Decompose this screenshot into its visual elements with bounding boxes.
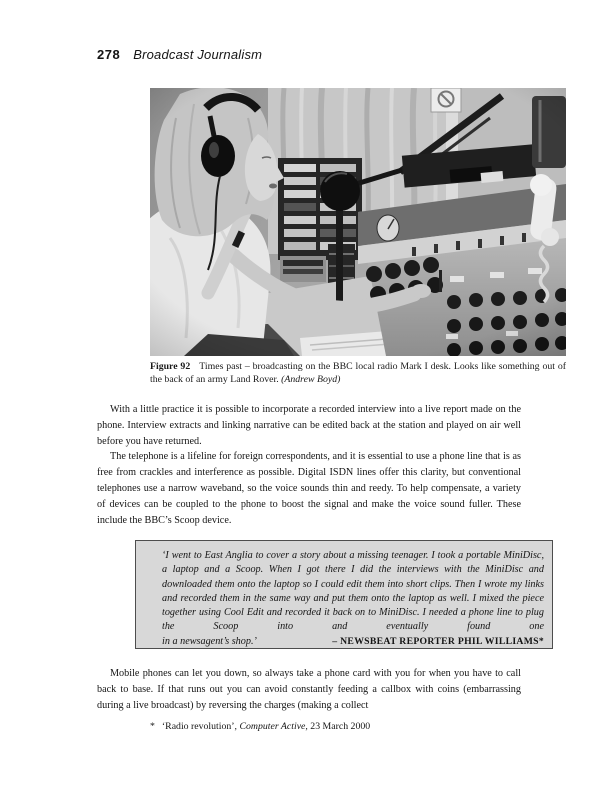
book-title: Broadcast Journalism: [133, 47, 263, 62]
quote-text-end: in a newsagent’s shop.’: [162, 635, 257, 647]
photo-vignette: [150, 88, 566, 356]
footnote-text: ‘Radio revolution’,: [161, 721, 240, 732]
figure-caption: [150, 361, 566, 387]
footnote-date: , 23 March 2000: [305, 721, 371, 732]
footnote-source: Computer Active: [239, 721, 306, 732]
running-header: [97, 47, 262, 62]
page-number: 278: [97, 47, 121, 62]
paragraph: With a little practice it is possible to incorporate a recorded interview into a live report made on the phone. Interview extracts and linking narrative can be edited back at the station and played on air well before you have returned.: [97, 404, 521, 447]
pull-quote-box: [135, 540, 553, 649]
quote-last-line: [162, 635, 544, 649]
quote-text: ‘I went to East Anglia to cover a story about a missing teenager. I took a portable MiniDisc, a laptop and a Scoop. When I got there I did the interviews with the MiniDisc and downloaded them onto the laptop so I could edit them into short clips. Then I wrote my links and recorded them in the same way and put them onto the laptop as well. I mixed the piece together using Cool Edit and recorded it back on to MiniDisc. I needed a phone line to plug the Scoop into and eventually found one: [162, 550, 544, 633]
body-text: [97, 402, 521, 528]
footnote: [150, 721, 521, 734]
paragraph: Mobile phones can let you down, so always take a phone card with you for when you have to call back to base. If that runs out you can avoid constantly feeding a callbox with coins (embarrassing during a live broadcast) by reversing the charges (making a collect: [97, 668, 521, 711]
body-text-continued: [97, 666, 521, 713]
photo-illustration: [150, 88, 566, 356]
footnote-marker: *: [150, 721, 155, 732]
figure-caption-text: Times past – broadcasting on the BBC local radio Mark I desk. Looks like something out of the back of an army Land Rover.: [150, 361, 566, 385]
figure-photo: [150, 88, 566, 356]
figure-credit: (Andrew Boyd): [281, 373, 341, 385]
quote-attribution: – NEWSBEAT REPORTER PHIL WILLIAMS*: [332, 635, 544, 647]
paragraph: The telephone is a lifeline for foreign correspondents, and it is essential to use a phone line that is as free from crackles and interference as possible. Digital ISDN lines offer this clarity, but conventional telephones use a narrow waveband, so the voice sounds thin and reedy. To help compensate, a variety of devices can be coupled to the phone to boost the signal and make the voice sound fuller. These include the BBC’s Scoop device.: [97, 451, 521, 526]
figure-label: Figure 92: [150, 361, 191, 372]
